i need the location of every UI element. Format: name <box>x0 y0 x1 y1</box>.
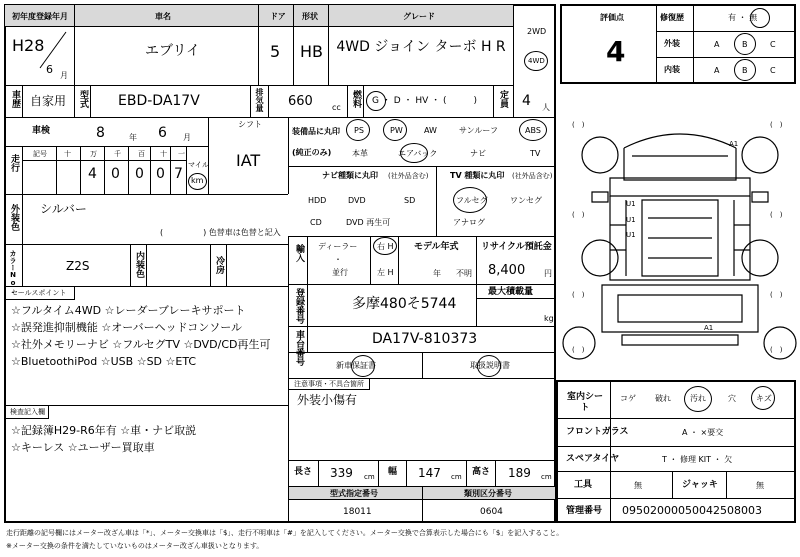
svg-text:( ): ( ) <box>572 121 585 129</box>
equipment-ps: PS <box>354 126 364 135</box>
chassis-label: 車台番号 <box>294 330 304 366</box>
mileage-digit-2: 0 <box>135 166 144 182</box>
svg-text:( ): ( ) <box>770 291 783 299</box>
fuel-options: G ・ D ・ HV ・ ( ) <box>372 96 478 106</box>
nav-option-hdd: HDD <box>308 196 327 205</box>
door-count: 5 <box>270 42 281 61</box>
capacity-value: 4 <box>522 93 531 109</box>
score-label: 評価点 <box>600 13 624 22</box>
import-label: 輸入 <box>294 244 304 262</box>
displacement-label: 排気量 <box>255 88 264 112</box>
ac-label: 冷房 <box>214 256 224 274</box>
repair-options: 有 ・ 無 <box>728 13 758 22</box>
import-dealer: ディーラー <box>318 242 358 251</box>
mileage-digit-3: 0 <box>156 166 165 182</box>
tv-option-oneseg: ワンセグ <box>510 196 542 205</box>
model-value: EBD-DA17V <box>118 93 200 109</box>
pw-circle <box>383 119 407 141</box>
stain-circle <box>684 386 712 412</box>
first-reg-label: 初年度登録年月 <box>12 12 68 21</box>
digit-label-0: 十 <box>64 150 71 158</box>
new-warranty-label: 新車保証書 <box>336 361 376 370</box>
registration-label: 登録番号 <box>294 288 304 324</box>
equipment-label: 装備品に丸印 <box>292 127 340 136</box>
sheet-option-scratch: キズ <box>756 394 772 403</box>
recycle-label: リサイクル預託金 <box>481 242 552 252</box>
mile-label: マイル <box>188 161 209 169</box>
svg-text:( ): ( ) <box>572 211 585 219</box>
drive-label: 2WD <box>527 27 547 36</box>
equipment-sunroof: サンルーフ <box>459 126 498 135</box>
scratch-circle <box>751 386 775 410</box>
shift-label: シフト <box>238 120 262 129</box>
inspection-month: 6 <box>158 125 167 141</box>
category-value: 0604 <box>480 507 503 517</box>
score-value: 4 <box>606 35 626 68</box>
designation-label: 型式指定番号 <box>330 489 378 498</box>
inspector-notes-label: 検査記入欄 <box>10 408 45 416</box>
interior-circle <box>734 59 756 81</box>
equipment-pw: PW <box>390 126 403 135</box>
interior-c: C <box>770 66 776 75</box>
management-number: 09502000050042508003 <box>622 504 762 517</box>
inspection-label: 車検 <box>32 126 51 136</box>
color-note: ( ) 色替車は色替と記入 <box>160 228 281 237</box>
registration-number: 多摩480そ5744 <box>352 296 457 312</box>
equipment-aw: AW <box>424 126 437 135</box>
tv-option-analog: アナログ <box>453 218 485 227</box>
handle-right-circle <box>373 237 397 255</box>
model-year-unknown: 不明 <box>456 269 472 278</box>
interior-color-label: 内装色 <box>134 251 144 278</box>
new-warranty-circle <box>351 355 375 377</box>
drive-selected: 4WD <box>528 57 545 65</box>
shift-value: IAT <box>236 151 261 170</box>
tv-type-sub: (社外品含む) <box>512 172 553 180</box>
manual-circle <box>477 355 501 377</box>
diagram-mark-a1-front: A1 <box>729 140 739 148</box>
nav-option-sd: SD <box>404 196 416 205</box>
nav-option-dvd-play: DVD 再生可 <box>346 218 391 227</box>
header-row <box>5 5 513 27</box>
airbag-circle <box>400 143 428 163</box>
tv-type-label: TV 種類に丸印 <box>450 171 505 180</box>
max-load-unit: kg <box>544 314 554 323</box>
interior-sheet-label: 室内シート <box>566 392 603 413</box>
sheet-option-hole: 穴 <box>728 394 736 403</box>
nav-type-sub: (社外品含む) <box>388 172 429 180</box>
equipment-leather: 本革 <box>352 149 368 158</box>
fullseg-circle <box>453 187 487 213</box>
handle-right: 右 H <box>377 242 394 251</box>
car-diagram <box>562 100 798 370</box>
first-reg-month: 6 <box>46 63 53 76</box>
color-value: シルバー <box>40 202 87 216</box>
height-label: 高さ <box>472 467 491 477</box>
import-dot: ・ <box>334 255 342 264</box>
manual-label: 取扱説明書 <box>470 361 510 370</box>
width-label: 幅 <box>388 467 398 477</box>
nav-type-label: ナビ種類に丸印 <box>322 171 378 180</box>
recycle-unit: 円 <box>544 269 552 278</box>
designation-value: 18011 <box>343 507 372 517</box>
sales-point-line-1: ☆誤発進抑制機能 ☆オーバーヘッドコンソール <box>11 321 243 334</box>
diagram-mark-a1-rear: A1 <box>704 324 714 332</box>
svg-text:( ): ( ) <box>572 291 585 299</box>
exterior-label: 外装 <box>664 39 680 48</box>
equipment-navi: ナビ <box>470 149 486 158</box>
displacement-unit: cc <box>332 103 341 112</box>
nav-option-cd: CD <box>310 218 322 227</box>
exterior-circle <box>734 33 756 55</box>
shape-label: 形状 <box>302 12 318 21</box>
usage-value: 自家用 <box>30 94 67 108</box>
body-shape: HB <box>300 42 324 61</box>
spare-label: スペアタイヤ <box>566 454 620 464</box>
fuel-label: 燃料 <box>351 90 361 108</box>
management-label: 管理番号 <box>566 506 603 516</box>
mileage-digit-0: 4 <box>88 166 97 182</box>
notes-label: 注意事項・不具合箇所 <box>294 380 364 388</box>
inspection-year-unit: 年 <box>129 133 137 142</box>
repair-label: 修復歴 <box>660 13 684 22</box>
height-value: 189 <box>508 466 531 480</box>
inspector-note-line-0: ☆記録簿H29-R6年有 ☆車・ナビ取説 <box>11 424 197 437</box>
mileage-mark-label: 記号 <box>33 150 47 158</box>
max-load-label: 最大積載量 <box>488 287 534 297</box>
grade-label: グレード <box>403 12 435 21</box>
digit-label-5: 一 <box>178 150 185 158</box>
exterior-b: B <box>742 40 748 49</box>
repair-circle <box>750 8 770 28</box>
digit-label-1: 万 <box>90 150 97 158</box>
tools-value: 無 <box>634 481 642 490</box>
color-code-value: Z2S <box>66 259 90 273</box>
km-label: km <box>191 176 204 185</box>
sales-point-line-2: ☆社外メモリーナビ ☆フルセグTV ☆DVD/CD再生可 <box>11 338 271 351</box>
mileage-digit-1: 0 <box>111 166 120 182</box>
model-year-year: 年 <box>433 269 441 278</box>
svg-text:( ): ( ) <box>770 211 783 219</box>
inspection-month-unit: 月 <box>183 133 191 142</box>
ps-circle <box>346 119 370 141</box>
nav-option-dvd: DVD <box>348 196 366 205</box>
sales-point-line-3: ☆BluetoothiPod ☆USB ☆SD ☆ETC <box>11 355 197 368</box>
footer-line-1: 走行距離の記号欄にはメーター改ざん車は「*」、メーター交換車は「$」、走行不明車は「#」を記入してください。メーター交換で合算表示した場合にも「$」を記入すること。 <box>6 529 564 537</box>
tools-label: 工具 <box>574 480 593 490</box>
width-unit: cm <box>451 473 462 481</box>
sheet-option-burn: コゲ <box>620 394 636 403</box>
svg-text:( ): ( ) <box>770 346 783 354</box>
digit-label-3: 百 <box>138 150 145 158</box>
grade-value: 4WD ジョイン ターボ H R <box>336 39 506 55</box>
sales-point-line-0: ☆フルタイム4WD ☆レーダーブレーキサポート <box>11 304 246 317</box>
footer-line-2: ※メーター交換の条件を満たしていないものはメーター改ざん車扱いとなります。 <box>6 542 264 550</box>
length-unit: cm <box>364 473 375 481</box>
inspection-year: 8 <box>96 125 105 141</box>
equipment-airbag: エアバック <box>398 149 438 158</box>
svg-text:( ): ( ) <box>572 346 585 354</box>
color-label: 外装色 <box>9 204 19 231</box>
equipment-sub-label: (純正のみ) <box>292 148 332 157</box>
chassis-number: DA17V-810373 <box>372 331 478 347</box>
sheet-option-stain: 汚れ <box>690 394 706 403</box>
windshield-label: フロントガラス <box>566 427 629 437</box>
interior-b: B <box>742 66 748 75</box>
digit-label-4: 十 <box>160 150 167 158</box>
inspector-note-line-1: ☆キーレス ☆ユーザー買取車 <box>11 441 155 454</box>
svg-text:( ): ( ) <box>770 121 783 129</box>
abs-circle <box>519 119 547 141</box>
length-label: 長さ <box>294 467 313 477</box>
width-value: 147 <box>418 466 441 480</box>
diagram-mark-u1-1: U1 <box>626 200 636 208</box>
door-label: ドア <box>270 12 286 21</box>
car-name-label: 車名 <box>155 12 171 21</box>
height-unit: cm <box>541 473 552 481</box>
diagram-mark-u1-2: U1 <box>626 216 636 224</box>
sales-points-label: セールスポイント <box>11 289 67 297</box>
exterior-a: A <box>714 40 720 49</box>
import-parallel: 並行 <box>332 268 348 277</box>
color-code-label: カラーNo. <box>9 250 17 295</box>
capacity-label: 定員 <box>498 90 508 108</box>
first-reg-month-unit: 月 <box>60 71 68 80</box>
windshield-value: A ・ ×要交 <box>682 428 724 437</box>
diagram-mark-u1-3: U1 <box>626 231 636 239</box>
mileage-label: 走行 <box>9 154 19 172</box>
interior-a: A <box>714 66 720 75</box>
digit-label-2: 千 <box>114 150 121 158</box>
equipment-tv: TV <box>530 149 541 158</box>
exterior-c: C <box>770 40 776 49</box>
category-label: 類別区分番号 <box>464 489 512 498</box>
spare-value: T ・ 修理 KIT ・ 欠 <box>662 455 733 464</box>
jack-value: 無 <box>756 481 764 490</box>
interior-label: 内装 <box>664 65 680 74</box>
model-year-label: モデル年式 <box>414 242 459 252</box>
usage-label: 車歴 <box>10 90 20 108</box>
capacity-unit: 人 <box>542 103 550 112</box>
model-label: 型式 <box>78 90 88 108</box>
jack-label: ジャッキ <box>682 480 718 490</box>
first-reg-year: H28 <box>12 36 45 55</box>
mileage-digit-4: 7 <box>174 166 183 182</box>
car-name: エブリイ <box>145 43 201 59</box>
displacement-value: 660 <box>288 94 313 109</box>
handle-left: 左 H <box>377 268 394 277</box>
equipment-abs: ABS <box>525 126 541 135</box>
notes-text: 外装小傷有 <box>297 393 358 407</box>
recycle-value: 8,400 <box>488 263 526 278</box>
sheet-option-tear: 破れ <box>655 394 671 403</box>
tv-option-fullseg: フルセグ <box>456 196 488 205</box>
length-value: 339 <box>330 466 353 480</box>
